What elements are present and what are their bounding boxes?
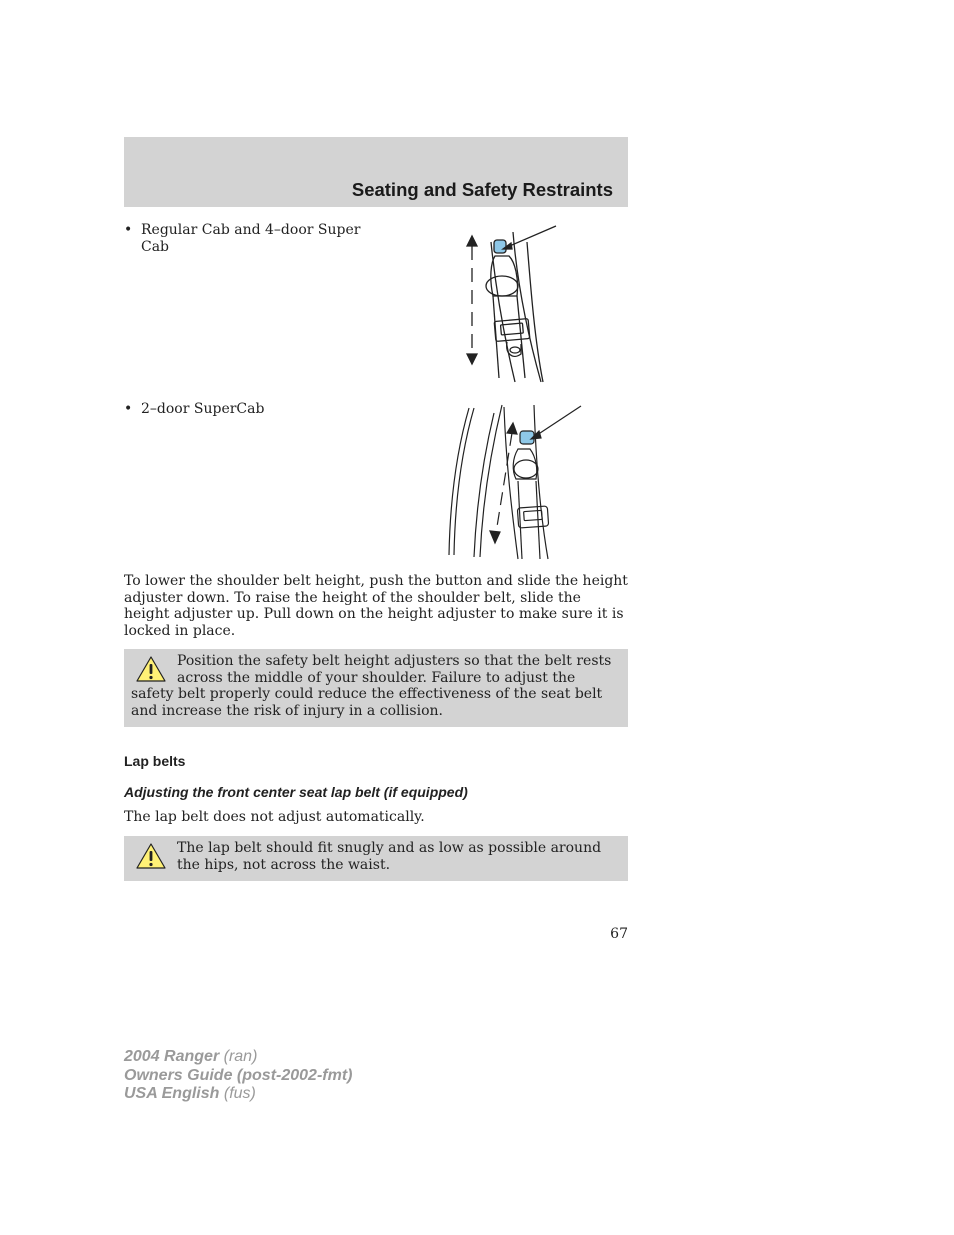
- warning-text: Position the safety belt height adjusters so that the belt rests across the middle of your shoulder. Failure to adjust the safety belt properly could reduce the effectiveness of the seat belt and increase the risk of injury in a collision.: [131, 653, 612, 719]
- bullet-text: Regular Cab and 4–door Super Cab: [141, 222, 361, 255]
- footer-model-code: (ran): [223, 1048, 258, 1065]
- bullet-item-regular-cab: [124, 222, 364, 255]
- warning-box-height-adjuster: [124, 649, 628, 727]
- warning-box-lap-belt: [124, 836, 628, 881]
- footer-line-3: [124, 1085, 352, 1104]
- document-footer: [124, 1048, 352, 1104]
- lap-belts-heading: Lap belts: [124, 753, 186, 769]
- footer-model: 2004 Ranger: [124, 1048, 220, 1065]
- section-title: Seating and Safety Restraints: [351, 179, 613, 200]
- bullet-marker: •: [124, 401, 133, 417]
- regular-cab-belt-height-adjuster-illustration: [455, 222, 565, 384]
- footer-language: USA English: [124, 1085, 220, 1102]
- footer-line-2: [124, 1067, 352, 1086]
- warning-triangle-icon: [135, 655, 167, 683]
- bullet-text: 2–door SuperCab: [141, 401, 265, 417]
- supercab-belt-height-adjuster-illustration: [444, 403, 584, 561]
- lap-belt-adjust-subheading: Adjusting the front center seat lap belt (if equipped): [124, 784, 468, 800]
- page-number: 67: [610, 926, 628, 942]
- lap-belt-text: The lap belt does not adjust automatically.: [124, 809, 425, 825]
- section-header-band: [124, 137, 628, 207]
- footer-language-code: (fus): [223, 1085, 256, 1102]
- height-adjuster-instructions: To lower the shoulder belt height, push the button and slide the height adjuster down. To raise the height of the shoulder belt, slide the height adjuster up. Pull down on the height adjuster to make sure it is locked in place.: [124, 573, 628, 639]
- warning-triangle-icon: [135, 842, 167, 870]
- bullet-item-2door-supercab: [124, 401, 364, 418]
- footer-line-1: [124, 1048, 352, 1067]
- warning-text: The lap belt should fit snugly and as low as possible around the hips, not across the waist.: [177, 840, 602, 873]
- footer-guide: Owners Guide (post-2002-fmt): [124, 1066, 353, 1084]
- bullet-marker: •: [124, 222, 133, 238]
